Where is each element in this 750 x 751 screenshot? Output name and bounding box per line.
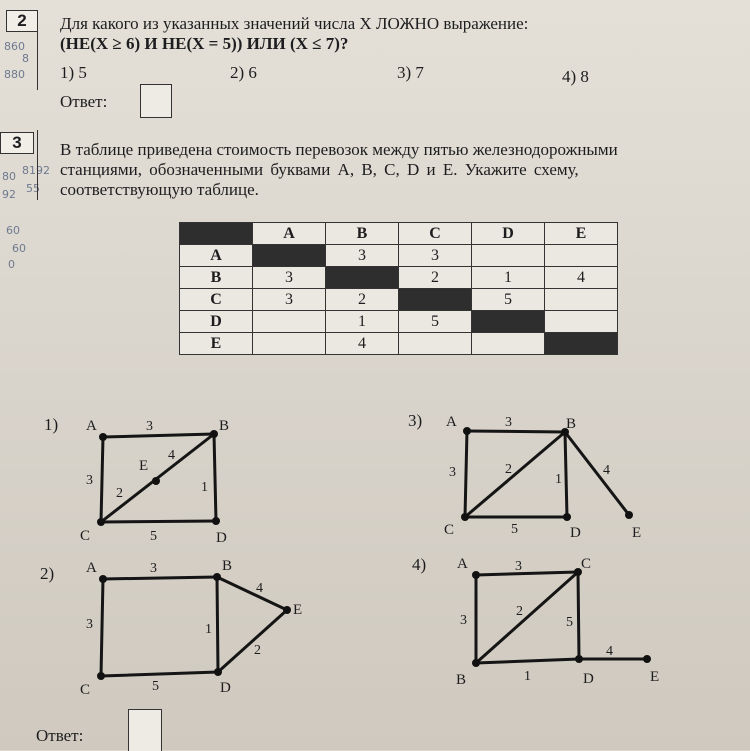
edge-weight: 1 bbox=[201, 480, 208, 495]
table-cell: 5 bbox=[472, 289, 545, 311]
question-text: Для какого из указанных значений числа X ЛОЖНО выражение: bbox=[60, 14, 529, 33]
margin-note: 92 bbox=[2, 188, 16, 201]
question-text: соответствующую таблице. bbox=[60, 180, 259, 199]
question-text: станциями, обозначенными буквами A, B, C, D и E. Укажите схему, bbox=[60, 160, 579, 179]
graph-node bbox=[152, 477, 160, 485]
table-row-label: A bbox=[180, 245, 253, 267]
edge-weight: 1 bbox=[555, 472, 562, 487]
edge-weight: 3 bbox=[86, 617, 93, 632]
graph-node bbox=[210, 430, 218, 438]
table-header-cell: E bbox=[545, 223, 618, 245]
question-number: 2 bbox=[6, 10, 38, 32]
edge-weight: 1 bbox=[524, 669, 531, 684]
node-label: C bbox=[80, 682, 91, 698]
edge-weight: 4 bbox=[603, 463, 610, 478]
answer-option: 4) 8 bbox=[562, 67, 589, 86]
node-label: D bbox=[216, 530, 227, 546]
table-cell: 3 bbox=[253, 267, 326, 289]
question-text: В таблице приведена стоимость перевозок между пятью железнодорожными bbox=[60, 140, 618, 159]
scheme-label: 1) bbox=[44, 415, 59, 434]
table-cell: 1 bbox=[326, 311, 399, 333]
margin-note: 60 bbox=[6, 224, 20, 237]
node-label: E bbox=[139, 458, 149, 474]
edge-weight: 4 bbox=[256, 581, 263, 596]
node-label: B bbox=[566, 416, 577, 432]
table-row-label: C bbox=[180, 289, 253, 311]
edge-weight: 3 bbox=[146, 419, 153, 434]
node-label: A bbox=[457, 556, 468, 572]
node-label: B bbox=[456, 672, 467, 688]
node-label: D bbox=[220, 680, 231, 696]
margin-note: 8 bbox=[22, 52, 29, 65]
edge-weight: 3 bbox=[505, 415, 512, 430]
margin-note: 0 bbox=[8, 258, 15, 271]
margin-note: 55 bbox=[26, 182, 40, 195]
table-cell: 4 bbox=[545, 267, 618, 289]
edge-weight: 3 bbox=[150, 561, 157, 576]
margin-note: 80 bbox=[2, 170, 16, 183]
table-cell: 3 bbox=[326, 245, 399, 267]
answer-box[interactable] bbox=[128, 709, 162, 751]
scheme-label: 3) bbox=[408, 411, 423, 430]
edge-weight: 2 bbox=[505, 462, 512, 477]
edge-weight: 3 bbox=[515, 559, 522, 574]
edge-weight: 4 bbox=[606, 644, 613, 659]
node-label: C bbox=[581, 556, 592, 572]
table-cell: 3 bbox=[399, 245, 472, 267]
node-label: E bbox=[293, 602, 303, 618]
graph-node bbox=[643, 655, 651, 663]
edge-weight: 5 bbox=[152, 679, 159, 694]
edge-weight: 2 bbox=[116, 486, 123, 501]
edge-weight: 1 bbox=[205, 622, 212, 637]
table-cell: 5 bbox=[399, 311, 472, 333]
graph-node bbox=[472, 659, 480, 667]
edge-weight: 2 bbox=[516, 604, 523, 619]
node-label: A bbox=[86, 560, 97, 576]
graph-node bbox=[283, 606, 291, 614]
node-label: A bbox=[86, 418, 97, 434]
edge-weight: 5 bbox=[566, 615, 573, 630]
answer-option: 3) 7 bbox=[397, 63, 424, 82]
node-label: A bbox=[446, 414, 457, 430]
table-header-cell: A bbox=[253, 223, 326, 245]
node-label: D bbox=[583, 671, 594, 687]
edge-weight: 4 bbox=[168, 448, 175, 463]
table-header-cell: D bbox=[472, 223, 545, 245]
table-cell: 3 bbox=[253, 289, 326, 311]
margin-note: 8192 bbox=[22, 164, 50, 177]
edge-weight: 5 bbox=[511, 522, 518, 537]
graph-node bbox=[563, 513, 571, 521]
margin-note: 880 bbox=[4, 68, 25, 81]
table-cell: 4 bbox=[326, 333, 399, 355]
question-expression: (НЕ(X ≥ 6) И НЕ(X = 5)) ИЛИ (X ≤ 7)? bbox=[60, 34, 349, 53]
edge-weight: 3 bbox=[86, 473, 93, 488]
edge-weight: 5 bbox=[150, 529, 157, 544]
node-label: C bbox=[444, 522, 455, 538]
graph-nodes bbox=[97, 427, 651, 680]
table-row-label: D bbox=[180, 311, 253, 333]
graph-node bbox=[97, 672, 105, 680]
graph-4-edges bbox=[476, 572, 647, 663]
question-number: 3 bbox=[0, 132, 34, 154]
table-cell: 1 bbox=[472, 267, 545, 289]
scheme-label: 2) bbox=[40, 564, 55, 583]
table-header-cell: C bbox=[399, 223, 472, 245]
scheme-label: 4) bbox=[412, 555, 427, 574]
graph-node bbox=[99, 433, 107, 441]
answer-option: 1) 5 bbox=[60, 63, 87, 82]
graph-node bbox=[99, 575, 107, 583]
edge-weight: 3 bbox=[460, 613, 467, 628]
graph-node bbox=[212, 517, 220, 525]
table-row-label: B bbox=[180, 267, 253, 289]
graph-node bbox=[472, 571, 480, 579]
graph-node bbox=[625, 511, 633, 519]
graph-node bbox=[461, 513, 469, 521]
table-header-cell: B bbox=[326, 223, 399, 245]
node-label: B bbox=[219, 418, 230, 434]
node-label: E bbox=[650, 669, 660, 685]
graph-node bbox=[575, 655, 583, 663]
answer-label: Ответ: bbox=[60, 92, 108, 111]
graph-node bbox=[213, 573, 221, 581]
table-cell: 2 bbox=[399, 267, 472, 289]
edge-weight: 3 bbox=[449, 465, 456, 480]
table-row-label: E bbox=[180, 333, 253, 355]
graph-node bbox=[463, 427, 471, 435]
margin-note: 60 bbox=[12, 242, 26, 255]
graph-node bbox=[214, 668, 222, 676]
edge-weight: 2 bbox=[254, 643, 261, 658]
node-label: B bbox=[222, 558, 233, 574]
answer-label: Ответ: bbox=[36, 726, 84, 745]
answer-option: 2) 6 bbox=[230, 63, 257, 82]
table-cell: 2 bbox=[326, 289, 399, 311]
node-label: D bbox=[570, 525, 581, 541]
node-label: C bbox=[80, 528, 91, 544]
graph-node bbox=[97, 518, 105, 526]
node-label: E bbox=[632, 525, 642, 541]
margin-note: 860 bbox=[4, 40, 25, 53]
